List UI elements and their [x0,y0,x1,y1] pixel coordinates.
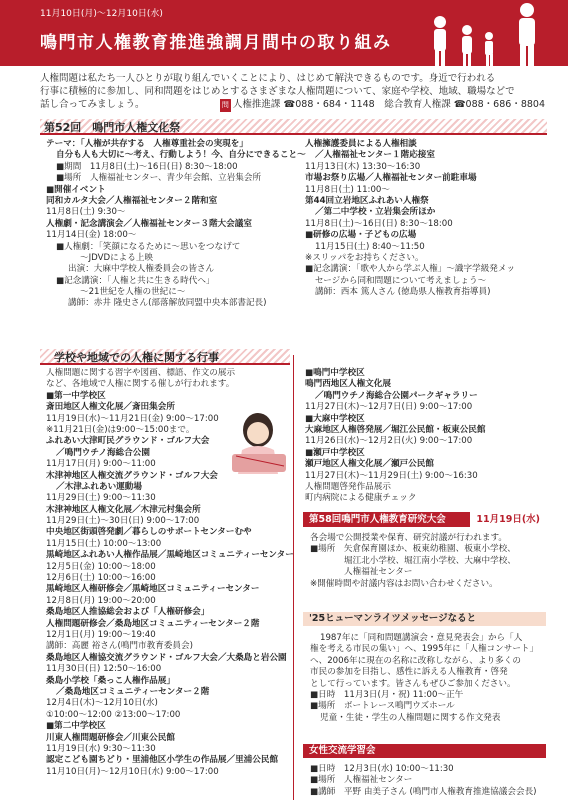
list-item: ■第一中学校区 [46,390,106,401]
contact-text: 人権推進課 ☎088・684・1148 総合教育人権課 ☎088・686・8804 [232,99,545,110]
list-item: ■場所 人権福祉センター [310,775,413,786]
list-item: 木津神地区人権文化展／木津元村集会所 [46,504,201,515]
contact-mark: 問 [220,99,231,112]
list-item: ※スリッパをお持ちください。 [305,252,424,263]
list-item: ※開催時間や討議内容はお問い合わせください。 [310,578,498,589]
list-item: ■日時 12月3日(水) 10:00～11:30 [310,764,454,774]
list-item: として行っています。皆さんもぜひご参加ください。 [310,678,516,689]
list-item: 児童・生徒・学生の人権問題に関する作文発表 [320,712,501,723]
list-item: 町内病院による健康チェック [305,493,417,504]
research-convention-header [303,512,546,527]
list-item: 11月30日(日) 12:50～16:00 [46,664,162,675]
research-title: 第58回鳴門市人権教育研究大会 [309,514,446,525]
list-item: 11月15日(土) 10:00～13:00 [46,538,162,549]
list-item: ～JDVDによる上映 [80,252,154,263]
list-item: 11月10日(月)～12月10日(水) 9:00～17:00 [46,766,219,777]
list-item: 鳴門西地区人権文化展 [305,379,391,390]
list-item: セージから同和問題について考えましょう～ [315,275,487,286]
list-item: 11月19日(水)～11月21日(金) 9:00～17:00 [46,413,219,424]
list-item: ■開催イベント [46,184,106,195]
list-item: 人権擁護委員による人権相談 [305,139,417,149]
list-item: 市民の参加を目指し、感性に訴える人権教育・啓発 [310,667,508,678]
list-item: ※11月21日(金)は9:00～15:00まで。 [46,424,195,435]
list-item: ふれあい大津町民グラウンド・ゴルフ大会 [46,436,210,447]
human-rights-message-title: '25ヒューマンライツメッセージなると [309,613,477,624]
list-item: 桑島地区人権協交流グラウンド・ゴルフ大会／大桑島と岩公園 [46,652,287,663]
column-divider [293,355,294,800]
school-events-left-column [46,368,294,778]
list-item: ～21世紀を人権の世紀に～ [80,287,186,298]
list-item: 講師：西本 篤人さん (徳島県人権教育指導員) [315,287,491,298]
intro-text [40,72,545,111]
list-item: ■記念講演：「歌や人から学ぶ人権」～識字学級発メッ [305,264,516,275]
list-item: 11月8日(土) 11:00～ [305,184,390,195]
header-banner [0,0,568,66]
list-item: 第44回立岩地区ふれあい人権祭 [305,195,429,206]
list-item: ■鳴門中学校区 [305,368,365,378]
list-item: 人権問題研修会／桑島地区コミュニティーセンター２階 [46,618,260,629]
list-item: 11月14日(金) 18:00～ [46,230,137,241]
list-item: 11月26日(水)～12月2日(火) 9:00～17:00 [305,436,473,447]
list-item: ／人権福祉センター１階応接室 [315,150,435,161]
list-item: 11月17日(月) 9:00～11:00 [46,459,156,470]
list-item: 人権劇・記念講演会／人権福祉センター３階大会議室 [46,218,252,229]
list-item: ■期間 11月8日(土)～16日(日) 8:30～18:00 [56,161,238,172]
list-item: 人権問題啓発作品展示 [305,481,391,492]
list-item: ■第二中学校区 [46,721,106,732]
list-item: ①10:00～12:00 ②13:00～17:00 [46,709,181,720]
list-item: 11月27日(木)～12月7日(日) 9:00～17:00 [305,402,473,413]
list-item: 12月1日(月) 19:00～19:40 [46,629,156,640]
list-item: 11月19日(水) 9:30～11:30 [46,743,156,754]
list-item: ■研修の広場・子どもの広場 [305,230,417,241]
womens-study-header [303,744,546,758]
list-item: テーマ：「人権が共存する 人権尊重社会の実現を」 [46,139,248,149]
section-52-title: 第52回 鳴門市人権文化祭 [44,121,181,134]
list-item: 11月29日(土)～30日(日) 9:00～17:00 [46,516,200,527]
list-item: 認定こども園ちどり・里浦他区小学生の作品展／里浦公民館 [46,755,279,766]
list-item: へ、2006年に現在の名称に改称しながら、より多くの [310,655,521,666]
list-item: ■記念講演：「人権と共に生きる時代へ」 [56,275,215,286]
list-item: ■大麻中学校区 [305,413,365,424]
list-item: 1987年に「同和問題講演会・意見発表会」から「人 [320,633,523,643]
list-item: 自分も人も大切に～考え、行動しよう！今、自分にできること～ [56,150,306,161]
womens-study-details [310,764,537,798]
list-item: ■瀬戸中学校区 [305,447,365,458]
list-item: 瀬戸地区人権文化展／瀬戸公民館 [305,459,434,470]
human-rights-message-header [303,612,546,626]
festival-left-column [46,139,306,310]
festival-right-column [305,139,515,298]
list-item: ■日時 11月3日(月・祝) 11:00～正午 [310,689,464,700]
womens-study-title: 女性交流学習会 [309,745,376,756]
list-item: 12月6日(土) 10:00～16:00 [46,573,156,584]
list-item: 堀江北小学校、堀江南小学校、大麻中学校、 [344,555,516,566]
intro-line: 行事に積極的に参加し、同和問題をはじめとするさまざまな人権問題について、家庭や学校、地域、職場などで [40,86,515,97]
list-item: 川東人権問題研修会／川東公民館 [46,732,175,743]
list-item: 黒崎地区人権研修会／黒崎地区コミュニティーセンター [46,584,260,595]
list-item: 桑島小学校「桑っこ人権作品展」 [46,675,175,686]
research-date: 11月19日(水) [470,512,546,527]
list-item: 11月29日(土) 9:00～11:30 [46,493,156,504]
list-item: 出演：大麻中学校人権委員会の皆さん [68,264,215,275]
list-item: ／鳴門ウチノ海総合公園 [56,447,150,458]
list-item: 11月27日(木)～11月29日(土) 9:00～16:30 [305,470,478,481]
list-item: 斎田地区人権文化展／斎田集会所 [46,402,175,413]
list-item: 大麻地区人権啓発展／堀江公民館・板東公民館 [305,424,486,435]
list-item: 黒崎地区ふれあい人権作品展／黒崎地区コミュニティーセンター [46,550,294,561]
list-item: 木津神地区人権交流グラウンド・ゴルフ大会 [46,470,218,481]
intro-line: 人権問題は私たち一人ひとりが取り組んでいくことにより、はじめて解決できるものです。身近で行われる [40,73,496,84]
list-item: ■人権劇：「笑顔になるために～思いをつなげて [56,241,241,252]
list-item: ■場所 人権福祉センター、青少年会館、立岩集会所 [56,173,262,184]
school-section-title: 学校や地域での人権に関する行事 [54,351,219,364]
list-item: 12月4日(木)～12月10日(水) [46,698,158,709]
list-item: 中央地区街頭啓発劇／暮らしのサポートセンターむや [46,527,252,538]
contact-info [220,98,545,112]
school-section-header [40,349,290,365]
list-item: ／鳴門ウチノ海総合公園パークギャラリー [315,390,478,401]
list-item: 同和カルタ大会／人権福祉センター２階和室 [46,195,218,206]
list-item: 講師：赤井 隆史さん(部落解放同盟中央本部書記長) [68,298,267,309]
family-silhouette-icon [405,0,565,66]
list-item: 市場お祭り広場／人権福祉センター前駐車場 [305,173,477,184]
list-item: 権を考える市民の集い」へ、1995年に「人権コンサート」 [310,644,539,655]
list-item: ■場所 矢倉保育園ほか、板東幼稚園、板東小学校、 [310,544,516,555]
section-52-header [40,119,547,135]
list-item: 人権福祉センター [344,567,413,578]
list-item: 人権問題に関する習字や図画、標語、作文の展示 [46,368,236,378]
list-item: 桑島地区人推協総会および「人権研修会」 [46,607,210,618]
research-details [310,533,516,590]
list-item: ■講師 平野 由美子さん (鳴門市人権教育推進協議会会長) [310,786,537,797]
list-item: 12月8日(月) 19:00～20:00 [46,595,156,606]
school-events-right-column [305,368,485,505]
list-item: 11月15日(土) 8:40～11:50 [315,241,425,252]
list-item: 11月13日(木) 13:30～16:30 [305,161,421,172]
list-item: ／木津ふれあい運動場 [56,481,142,492]
list-item: 講師：高麗 裕さん(鳴門市教育委員会) [46,641,193,652]
list-item: ／第二中学校・立岩集会所ほか [315,207,436,218]
list-item: ／桑島地区コミュニティーセンター２階 [56,686,210,697]
human-rights-message-details [310,633,538,724]
list-item: ■場所 ボートレース鳴門ウズホール [310,701,455,712]
list-item: 11月8日(土)～16日(日) 8:30～18:00 [305,218,453,229]
date-range: 11月10日(月)～12月10日(水) [40,9,163,19]
list-item: など、各地域で人権に関する催しが行われます。 [46,379,235,390]
list-item: 各会場で公開授業や保育、研究討議が行われます。 [310,533,507,543]
intro-line: 話し合ってみましょう。 [40,99,145,110]
list-item: 11月8日(土) 9:30～ [46,207,126,218]
list-item: 12月5日(金) 10:00～18:00 [46,561,156,572]
page-title: 鳴門市人権教育推進強調月間中の取り組み [40,33,392,53]
